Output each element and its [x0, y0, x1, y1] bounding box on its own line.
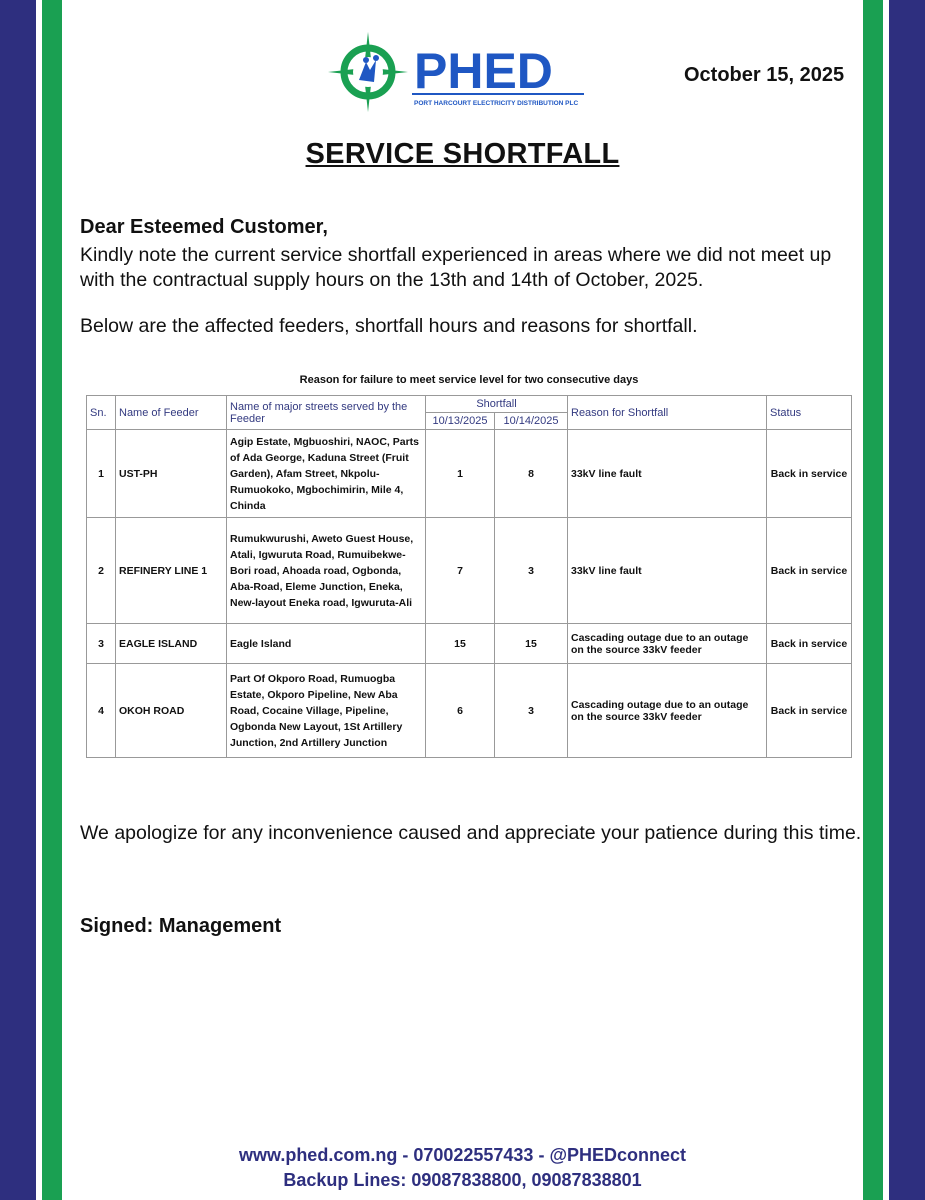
table-row	[87, 430, 852, 518]
row-status: Back in service	[767, 518, 852, 624]
header-date-2: 10/14/2025	[495, 413, 568, 430]
row-reason: 33kV line fault	[568, 518, 767, 624]
left-border	[0, 0, 62, 1200]
row-shortfall-day-2: 3	[495, 664, 568, 758]
row-sn: 1	[87, 430, 116, 518]
phed-logo	[326, 30, 588, 114]
table-caption: Reason for failure to meet service level for two consecutive days	[299, 374, 639, 386]
header-streets: Name of major streets served by the Feeder	[227, 396, 426, 430]
right-border	[863, 0, 925, 1200]
row-streets: Eagle Island	[227, 624, 426, 664]
header-feeder: Name of Feeder	[116, 396, 227, 430]
svg-text:PHED: PHED	[414, 43, 553, 99]
row-status: Back in service	[767, 664, 852, 758]
header-date-1: 10/13/2025	[426, 413, 495, 430]
header-sn: Sn.	[87, 396, 116, 430]
row-shortfall-day-2: 8	[495, 430, 568, 518]
row-shortfall-day-1: 6	[426, 664, 495, 758]
shortfall-table	[86, 395, 852, 758]
row-sn: 2	[87, 518, 116, 624]
row-feeder: EAGLE ISLAND	[116, 624, 227, 664]
row-shortfall-day-2: 15	[495, 624, 568, 664]
header-reason: Reason for Shortfall	[568, 396, 767, 430]
row-feeder: OKOH ROAD	[116, 664, 227, 758]
row-sn: 4	[87, 664, 116, 758]
row-shortfall-day-2: 3	[495, 518, 568, 624]
header-shortfall: Shortfall	[426, 396, 568, 413]
row-sn: 3	[87, 624, 116, 664]
table-intro-paragraph: Below are the affected feeders, shortfall hours and reasons for shortfall.	[80, 315, 698, 337]
row-shortfall-day-1: 15	[426, 624, 495, 664]
row-status: Back in service	[767, 430, 852, 518]
apology-paragraph: We apologize for any inconvenience caused and appreciate your patience during this time.	[80, 822, 862, 844]
row-streets: Agip Estate, Mgbuoshiri, NAOC, Parts of Ada George, Kaduna Street (Fruit Garden), Afam Street, Nkpolu-Rumuokoko, Mgbochimirin, Mile 4, Chinda	[227, 430, 426, 518]
table-row	[87, 624, 852, 664]
table-row	[87, 518, 852, 624]
signature: Signed: Management	[80, 915, 282, 937]
footer-backup-lines: Backup Lines: 09087838800, 09087838801	[283, 1170, 642, 1190]
table-row	[87, 664, 852, 758]
page-title: SERVICE SHORTFALL	[305, 138, 620, 170]
row-status: Back in service	[767, 624, 852, 664]
row-reason: 33kV line fault	[568, 430, 767, 518]
row-feeder: UST-PH	[116, 430, 227, 518]
compass-star-icon	[328, 32, 408, 112]
header-status: Status	[767, 396, 852, 430]
row-shortfall-day-1: 1	[426, 430, 495, 518]
row-reason: Cascading outage due to an outage on the source 33kV feeder	[568, 624, 767, 664]
row-streets: Rumukwurushi, Aweto Guest House, Atali, Igwuruta Road, Rumuibekwe-Bori road, Ahoada road, Ogbonda, Aba-Road, Eleme Junction, Eneka, New-layout Eneka road, Igwuruta-Ali	[227, 518, 426, 624]
salutation: Dear Esteemed Customer,	[80, 216, 328, 238]
letter-date: October 15, 2025	[684, 64, 845, 86]
row-reason: Cascading outage due to an outage on the source 33kV feeder	[568, 664, 767, 758]
row-shortfall-day-1: 7	[426, 518, 495, 624]
footer-contact: www.phed.com.ng - 070022557433 - @PHEDconnect	[238, 1145, 687, 1165]
intro-paragraph: Kindly note the current service shortfall experienced in areas where we did not meet up with the contractual supply hours on the 13th and 14th of October, 2025.	[80, 244, 832, 291]
row-streets: Part Of Okporo Road, Rumuogba Estate, Okporo Pipeline, New Aba Road, Cocaine Village, Pipeline, Ogbonda New Layout, 1St Artillery Junction, 2nd Artillery Junction	[227, 664, 426, 758]
row-feeder: REFINERY LINE 1	[116, 518, 227, 624]
svg-text:PORT HARCOURT ELECTRICITY DIST: PORT HARCOURT ELECTRICITY DISTRIBUTION PLC	[414, 100, 579, 107]
